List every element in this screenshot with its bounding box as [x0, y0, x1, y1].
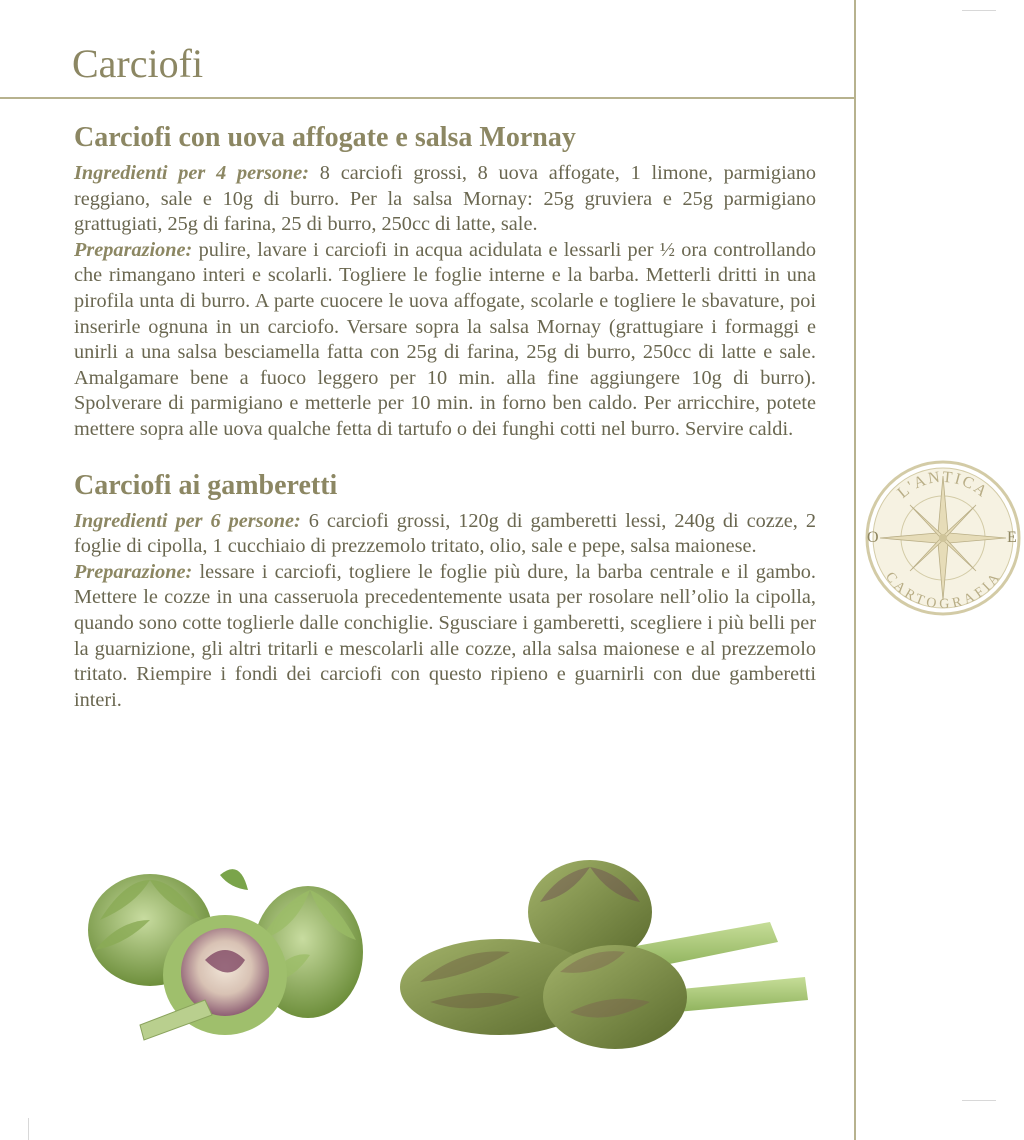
artichoke-cut-photo: [80, 860, 370, 1050]
preparation-label: Preparazione:: [74, 560, 193, 583]
preparation-text: lessare i carciofi, togliere le foglie più dure, la barba centrale e il gambo. Mettere le cozze in una casseruola precedentemente usata per rosolare nell’olio la cipolla, quando sono cotte toglierle dalle conchiglie. Sgusciare i gamberetti, scegliere i più belli per la guarnizione, gli altri tritarli e mescolarli alle cozze, alla salsa maionese e al prezzemolo tritato. Riempire i fondi dei carciofi con questo ripieno e guarnirli con due gamberetti interi.: [74, 560, 816, 711]
ingredients-text: 8 carciofi grossi, 8 uova affogate, 1 limone, parmigiano reggiano, sale e 10g di burro. Per la salsa Mornay: 25g gruviera e 25g parmigiano grattugiati, 25g di farina, 25 di burro, 250cc di latte, sale.: [74, 162, 816, 236]
ingredients-paragraph: [74, 509, 816, 560]
artichoke-front-shape: [543, 945, 687, 1049]
logo-bottom-text: CARTOGRAFIA: [882, 569, 1004, 612]
logo-east-letter: E: [1007, 529, 1017, 546]
preparation-text: pulire, lavare i carciofi in acqua acidulata e lessarli per ½ ora controllando che rimangano interi e scolarli. Togliere le foglie interne e la barba. Metterli dritti in una pirofila unta di burro. A parte cuocere le uova affogate, scolarle e togliere le sbavature, poi inserirle ognuna in un carciofo. Versare sopra la salsa Mornay (grattugiare i formaggi e unirli a una salsa besciamella fatta con 25g di farina, 25g di burro, 250cc di latte e sale. Amalgamare bene a fuoco leggero per 10 min. alla fine aggiungere 10g di burro). Spolverare di parmigiano e metterle per 10 min. in forno ben caldo. Per arricchire, potete mettere sopra alle uova qualche fetta di tartufo o dei funghi cotti nel burro. Servire caldi.: [74, 238, 816, 440]
recipe-gamberetti: [74, 469, 816, 714]
preparation-paragraph: [74, 238, 816, 443]
ingredients-paragraph: [74, 161, 816, 238]
header-rule: [0, 97, 856, 99]
ingredients-label: Ingredienti per 6 persone:: [74, 509, 301, 532]
recipe-title: Carciofi con uova affogate e salsa Mornay: [74, 122, 576, 153]
rose-center-icon: [939, 534, 947, 542]
ingredients-label: Ingredienti per 4 persone:: [74, 162, 310, 184]
logo-west-letter: O: [867, 529, 879, 546]
vertical-rule: [854, 0, 856, 1140]
crop-mark: [28, 1118, 29, 1140]
page-title: Carciofi: [72, 41, 204, 86]
logo-top-text: L'ANTICA: [894, 468, 992, 502]
preparation-paragraph: [74, 560, 816, 714]
compass-logo: [862, 458, 1024, 618]
recipe-title: Carciofi ai gamberetti: [74, 469, 338, 501]
recipe-mornay: [74, 121, 816, 443]
crop-mark: [962, 1100, 996, 1101]
preparation-label: Preparazione:: [74, 238, 193, 261]
artichoke-bunch-photo: [400, 852, 820, 1052]
crop-mark: [962, 10, 996, 11]
recipes-column: [74, 121, 816, 713]
ingredients-text: 6 carciofi grossi, 120g di gamberetti lessi, 240g di cozze, 2 foglie di cipolla, 1 cucchiaio di prezzemolo tritato, olio, sale e pepe, salsa maionese.: [74, 509, 816, 558]
